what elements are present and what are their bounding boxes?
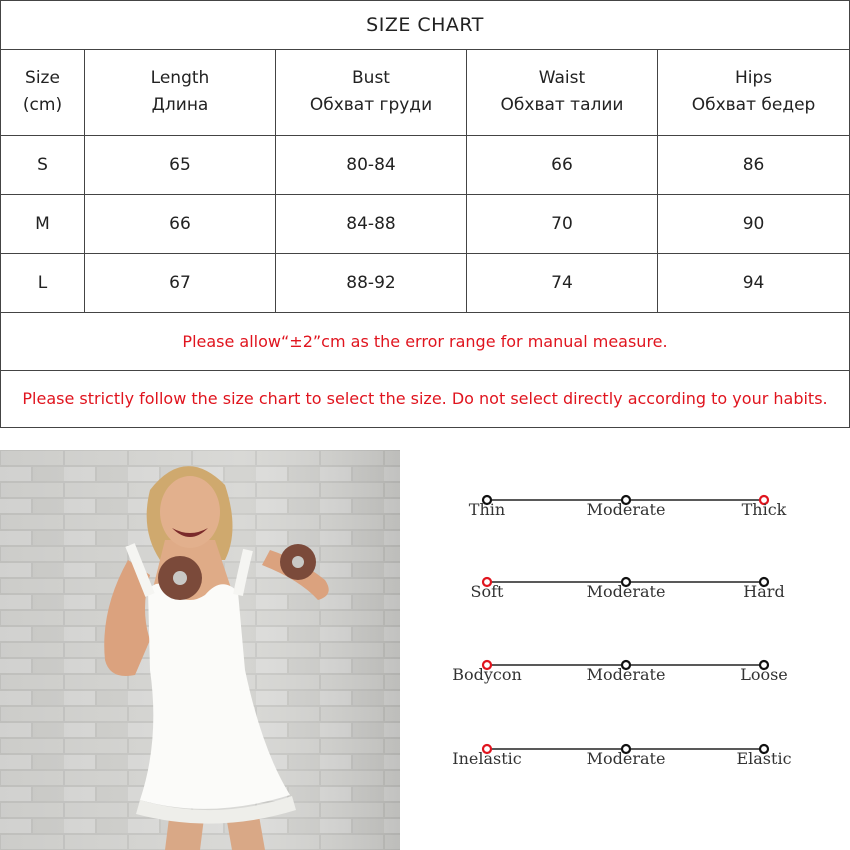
elasticity-scale bbox=[430, 735, 830, 785]
table-cell: 90 bbox=[658, 194, 850, 253]
table-row bbox=[1, 135, 850, 194]
scale-label-moderate: Moderate bbox=[586, 749, 666, 768]
softness-scale bbox=[430, 568, 830, 618]
fit-scale bbox=[430, 651, 830, 701]
scale-label-moderate: Moderate bbox=[586, 582, 666, 601]
table-cell: 94 bbox=[658, 254, 850, 313]
column-header: Hips Обхват бедер bbox=[658, 50, 850, 135]
table-cell: M bbox=[1, 194, 85, 253]
column-header: Length Длина bbox=[85, 50, 276, 135]
table-header-row bbox=[1, 50, 850, 135]
scale-label-soft: Soft bbox=[470, 582, 504, 601]
table-row bbox=[1, 194, 850, 253]
thickness-scale bbox=[430, 486, 830, 536]
scale-label-thin: Thin bbox=[468, 500, 506, 519]
table-cell: 66 bbox=[467, 135, 658, 194]
measurement-error-note: Please allow“±2”cm as the error range for manual measure. bbox=[1, 313, 850, 370]
scale-label-loose: Loose bbox=[740, 665, 788, 684]
product-photo bbox=[0, 450, 400, 850]
table-cell: 70 bbox=[467, 194, 658, 253]
table-cell: 66 bbox=[85, 194, 276, 253]
scale-label-hard: Hard bbox=[743, 582, 785, 601]
column-header: Waist Обхват талии bbox=[467, 50, 658, 135]
table-cell: 67 bbox=[85, 254, 276, 313]
table-cell: 84-88 bbox=[276, 194, 467, 253]
scale-label-moderate: Moderate bbox=[586, 665, 666, 684]
size-selection-note: Please strictly follow the size chart to select the size. Do not select directly according to your habits. bbox=[1, 370, 850, 427]
table-cell: S bbox=[1, 135, 85, 194]
table-cell: L bbox=[1, 254, 85, 313]
table-cell: 65 bbox=[85, 135, 276, 194]
table-cell: 74 bbox=[467, 254, 658, 313]
scale-label-thick: Thick bbox=[741, 500, 787, 519]
table-cell: 88-92 bbox=[276, 254, 467, 313]
column-header: Bust Обхват груди bbox=[276, 50, 467, 135]
scale-label-elastic: Elastic bbox=[736, 749, 792, 768]
scale-label-bodycon: Bodycon bbox=[452, 665, 522, 684]
table-row bbox=[1, 254, 850, 313]
model-in-white-dress-image bbox=[0, 450, 400, 850]
column-header: Size (cm) bbox=[1, 50, 85, 135]
scale-label-moderate: Moderate bbox=[586, 500, 666, 519]
size-chart-title: SIZE CHART bbox=[1, 1, 850, 50]
table-cell: 86 bbox=[658, 135, 850, 194]
table-cell: 80-84 bbox=[276, 135, 467, 194]
scale-label-inelastic: Inelastic bbox=[452, 749, 522, 768]
